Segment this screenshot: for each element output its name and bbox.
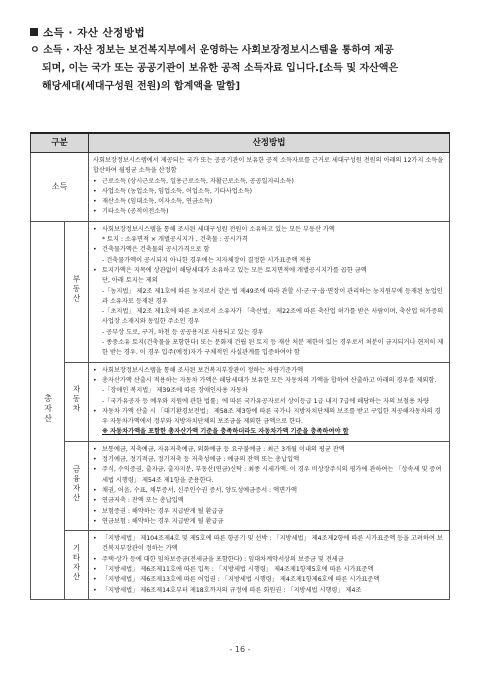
list-item: - 종중소유 토지(건축물을 포함한다) 또는 문화재 건립 된 토지 등 재산 처분 제한이 있는 경우로서 처분이 금지되거나 현저히 제한 받는 경우. 이 경우 입주(예정)자가 구체적인 사실관계를 입증하여야 함 — [102, 339, 444, 357]
other-asset-label: 기타자산 — [65, 531, 89, 600]
list-item: • 보험증권 : 해약하는 경우 지급받게 될 환급금 — [93, 507, 224, 515]
list-item: • 채권, 어음, 수표, 채무증서, 신주인수권 증서, 양도성예금증서 : 액면가액 — [93, 486, 298, 494]
header-category: 구분 — [31, 133, 89, 153]
asset-label: 총자산 — [31, 221, 65, 599]
header-method: 산정방법 — [89, 133, 450, 153]
list-item: • 건축물가액은 건축물의 공시가격으로 함 — [93, 246, 210, 254]
list-item: -「장애인 복지법」 제39조에 따른 장애인사용 자동차 — [102, 387, 248, 395]
table-header-row — [31, 133, 450, 153]
financial-label: 금융자산 — [65, 441, 89, 530]
income-list — [93, 177, 445, 218]
list-item: -「농지법」 제2조 제1호에 따른 농지로서 같은 법 제49조에 따라 관할 시·군·구·읍·면장이 관리하는 농지원부에 등재된 농업인과 소유자로 등재된 경우 — [102, 287, 443, 305]
list-item: • 주식, 수익증권, 출자금, 출자지분, 부동산(연금)신탁 : 최종 시세가액. 이 경우 비상장주식의 평가에 관하여는 「상속세 및 증여세법 시행령」 제54조 제1항을 준용한다. — [93, 466, 442, 484]
intro-line: 해당세대(세대구성원 전원)의 합계액을 말함] — [42, 81, 241, 92]
income-intro: 사회보장정보시스템에서 제공되는 국가 또는 공공기관이 보유한 공적 소득자료를 근거로 세대구성원 전원의 아래의 12가지 소득을 합산하여 월평균 소득을 산정함 — [93, 157, 444, 175]
real-estate-row — [31, 221, 450, 362]
list-item: • 보통예금, 저축예금, 자유저축예금, 외화예금 등 요구불예금 : 최근 3개월 이내의 평균 잔액 — [93, 445, 345, 453]
list-item: • 사업소득 (농업소득, 임업소득, 어업소득, 기타사업소득) — [93, 187, 253, 195]
financial-content — [89, 441, 450, 530]
list-item: - 건축물가액이 공시되지 아니한 경우에는 지자체장이 결정한 시가표준액 적용 — [102, 256, 312, 264]
list-item: -「국가유공자 등 예우와 지원에 관한 법률」에 따른 국가유공자로서 상이등급 1급 내지 7급에 해당하는 자의 보철용 차량 — [102, 397, 429, 405]
vehicle-row — [31, 362, 450, 441]
intro-line: 되며, 이는 국가 또는 공공기관이 보유한 공적 소득자료 입니다.[소득 및 자산액은 — [42, 63, 399, 74]
list-item: • 재산소득 (임대소득, 이자소득, 연금소득) — [93, 198, 213, 206]
list-item: • 「지방세법」 제6조제14호부터 제18호까지의 규정에 따른 회원권 : 「지방세법 시행령」 제4조 — [93, 586, 362, 594]
square-bullet-icon — [30, 28, 38, 36]
list-item: • 연금저축 : 잔액 또는 총납입액 — [93, 497, 184, 505]
other-asset-row — [31, 531, 450, 600]
income-label: 소득 — [31, 153, 89, 222]
intro-line: ㅇ 소득 · 자산 정보는 보건복지부에서 운영하는 사회보장정보시스템을 통하여 제공 — [30, 45, 394, 56]
list-item: • 주택·상가 등에 대한 임차보증금(전세금을 포함한다) : 임대차계약서상의 보증금 및 전세금 — [93, 555, 344, 563]
list-item: • 연금보험 : 해약하는 경우 지급받게 될 환급금 — [93, 517, 224, 525]
list-item: - 공부상 도로, 구거, 하천 등 공공용지로 사용되고 있는 경우 — [102, 328, 264, 336]
list-item: • 근로소득 (상시근로소득, 일용근로소득, 자활근로소득, 공공일자리소득) — [93, 177, 294, 185]
list-item: • 토지가액은 지목에 상관없이 해당세대가 소유하고 있는 모든 토지면적에 개별공시지가를 곱한 금액 — [93, 266, 367, 274]
list-item: -「초지법」 제2조 제1호에 따른 초지로서 소유자가 「축산법」 제22조에 따른 축산업 허가를 받은 사람이며, 축산업 허가증의 사업장 소재지와 동일한 주소인 경우 — [102, 308, 444, 326]
list-item: • 정기예금, 정기적금, 정기저축 등 저축성예금 : 예금의 잔액 또는 총납입액 — [93, 456, 300, 464]
other-asset-content — [89, 531, 450, 600]
list-item: * 토지 : 소유면적 × 개별공시지가 , 건축물 : 공시가격 — [102, 236, 248, 244]
list-item: • 기타소득 (공적이전소득) — [93, 208, 169, 216]
heading-text: 소득 · 자산 산정방법 — [43, 27, 146, 39]
list-item: 단, 아래 토지는 제외 — [102, 277, 158, 285]
vehicle-label: 자동차 — [65, 362, 89, 441]
real-estate-content — [89, 221, 450, 362]
real-estate-label: 부동산 — [65, 221, 89, 362]
vehicle-content — [89, 362, 450, 441]
income-content — [89, 153, 450, 222]
method-table — [30, 132, 450, 600]
list-item: • 총자산가액 산출시 적용하는 자동차 가액은 해당세대가 보유한 모든 자동차의 가액을 합하여 산출하고 아래의 경우를 제외함. — [93, 376, 437, 384]
section-heading — [30, 25, 145, 40]
list-item: • 자동차 가액 산출 시 「대기환경보전법」 제58조 제3항에 따른 국가나 지방자치단체의 보조를 받고 구입한 저공해자동차의 경우 자동차가액에서 정부와 지방자치단체의 보조금을 제외한 금액으로 한다. — [93, 407, 441, 426]
intro-paragraph — [30, 42, 460, 96]
list-item: • 「지방세법」 제6조제11호에 따른 입목 : 「지방세법 시행령」 제4조제1항제5호에 따른 시가표준액 — [93, 565, 374, 573]
income-row — [31, 153, 450, 222]
financial-row — [31, 441, 450, 530]
list-item: • 사회보장정보시스템을 통해 조사된 보건복지부장관이 정하는 차량기준가액 — [93, 366, 304, 374]
list-item: ※ 자동차가액을 포함한 총자산가액 기준을 충족하더라도 자동차가액 기준을 충족하여야 함 — [102, 428, 349, 436]
list-item: • 사회보장정보시스템을 통해 조사된 세대구성원 전원이 소유하고 있는 모든 부동산 가액 — [93, 225, 335, 233]
page-number: - 16 - — [229, 645, 251, 654]
list-item: • 「지방세법」 제104조제4호 및 제5호에 따른 항공기 및 선박 : 「지방세법」 제4조제2항에 따른 시가표준액 등을 고려하여 보건복지부장관이 정하는 가액 — [93, 535, 443, 553]
list-item: • 「지방세법」 제6조제13호에 따른 어업권 : 「지방세법 시행령」 제4조제1항제6호에 따른 시가표준액 — [93, 576, 380, 584]
